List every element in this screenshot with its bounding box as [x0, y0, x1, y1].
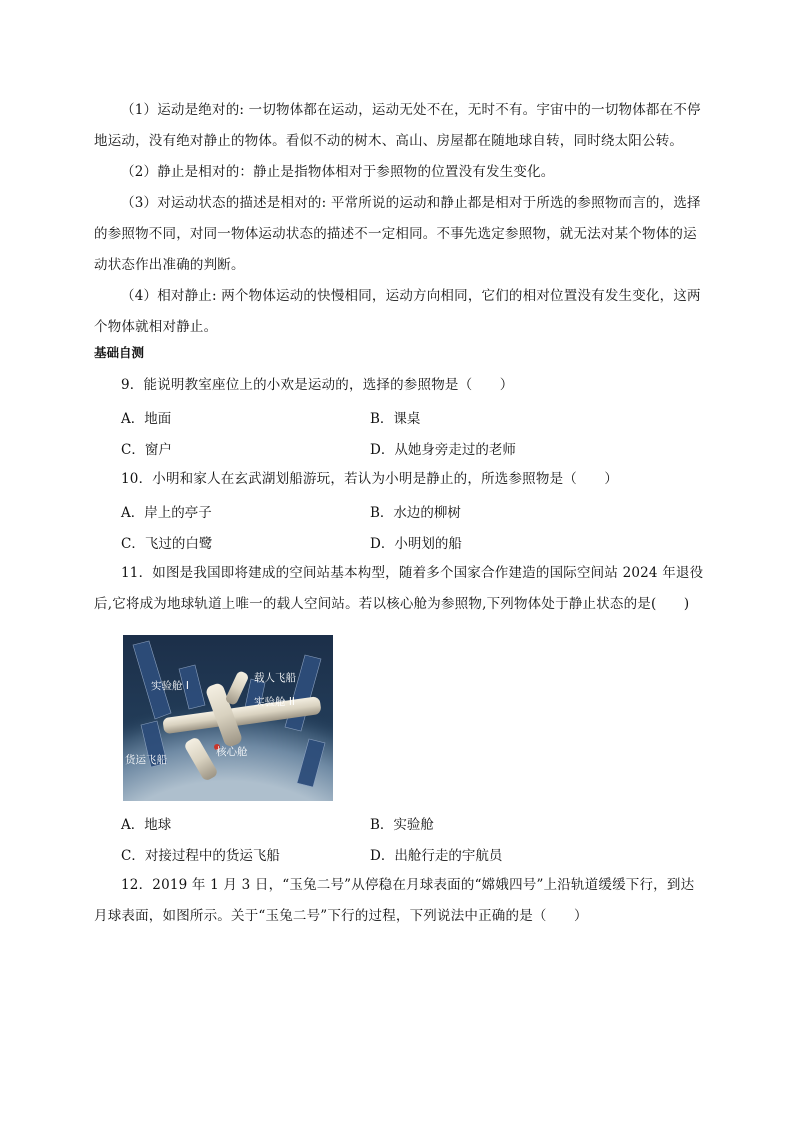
question-10-option-c[interactable]: C．飞过的白鹭	[121, 536, 213, 552]
question-11-option-b[interactable]: B．实验舱	[370, 817, 434, 833]
label-lab-module-1: 实验舱 I	[151, 680, 189, 692]
question-12-stem: 12．2019 年 1 月 3 日，“玉兔二号”从停稳在月球表面的“嫦娥四号”上沿轨道缓缓下行，到达月球表面，如图所示。关于“玉兔二号”下行的过程，下列说法中正确的是（ ）	[94, 877, 695, 924]
question-9-option-d[interactable]: D．从她身旁走过的老师	[370, 442, 516, 458]
point-3-paragraph: （3）对运动状态的描述是相对的: 平常所说的运动和静止都是相对于所选的参照物而言的，选择的参照物不同，对同一物体运动状态的描述不一定相同。不事先选定参照物，就无法对某个物体的运动状态作出准确的判断。	[94, 195, 701, 273]
section-heading: 基础自测	[94, 345, 145, 360]
question-9-option-c[interactable]: C．窗户	[121, 442, 172, 458]
point-2-paragraph: （2）静止是相对的：静止是指物体相对于参照物的位置没有发生变化。	[121, 164, 555, 180]
question-10-option-d[interactable]: D．小明划的船	[370, 536, 462, 552]
point-4-paragraph: （4）相对静止: 两个物体运动的快慢相同，运动方向相同，它们的相对位置没有发生变化，这两个物体就相对静止。	[94, 288, 701, 335]
question-11-option-c[interactable]: C．对接过程中的货运飞船	[121, 848, 280, 864]
label-cargo-ship: 货运飞船	[125, 754, 167, 766]
point-1-paragraph: （1）运动是绝对的: 一切物体都在运动，运动无处不在，无时不有。宇宙中的一切物体都在不停地运动，没有绝对静止的物体。看似不动的树木、高山、房屋都在随地球自转，同时绕太阳公转。	[94, 102, 701, 149]
question-11-option-a[interactable]: A．地球	[121, 817, 172, 833]
question-11-stem: 11．如图是我国即将建成的空间站基本构型，随着多个国家合作建造的国际空间站 2024 年退役后,它将成为地球轨道上唯一的载人空间站。若以核心舱为参照物,下列物体处于静止状态的是( )	[94, 565, 704, 612]
question-9-stem: 9．能说明教室座位上的小欢是运动的，选择的参照物是（ ）	[121, 377, 514, 393]
label-lab-module-2: 实验舱 II	[254, 696, 296, 708]
label-core-module: 核心舱	[216, 746, 248, 758]
question-10-stem: 10．小明和家人在玄武湖划船游玩，若认为小明是静止的，所选参照物是（ ）	[121, 471, 619, 487]
question-10-option-b[interactable]: B．水边的柳树	[370, 505, 461, 521]
label-crew-ship: 载人飞船	[254, 672, 296, 684]
question-9-option-a[interactable]: A．地面	[121, 411, 172, 427]
space-station-figure	[123, 635, 333, 801]
question-9-option-b[interactable]: B．课桌	[370, 411, 421, 427]
question-11-option-d[interactable]: D．出舱行走的宇航员	[370, 848, 503, 864]
question-10-option-a[interactable]: A．岸上的亭子	[121, 505, 212, 521]
